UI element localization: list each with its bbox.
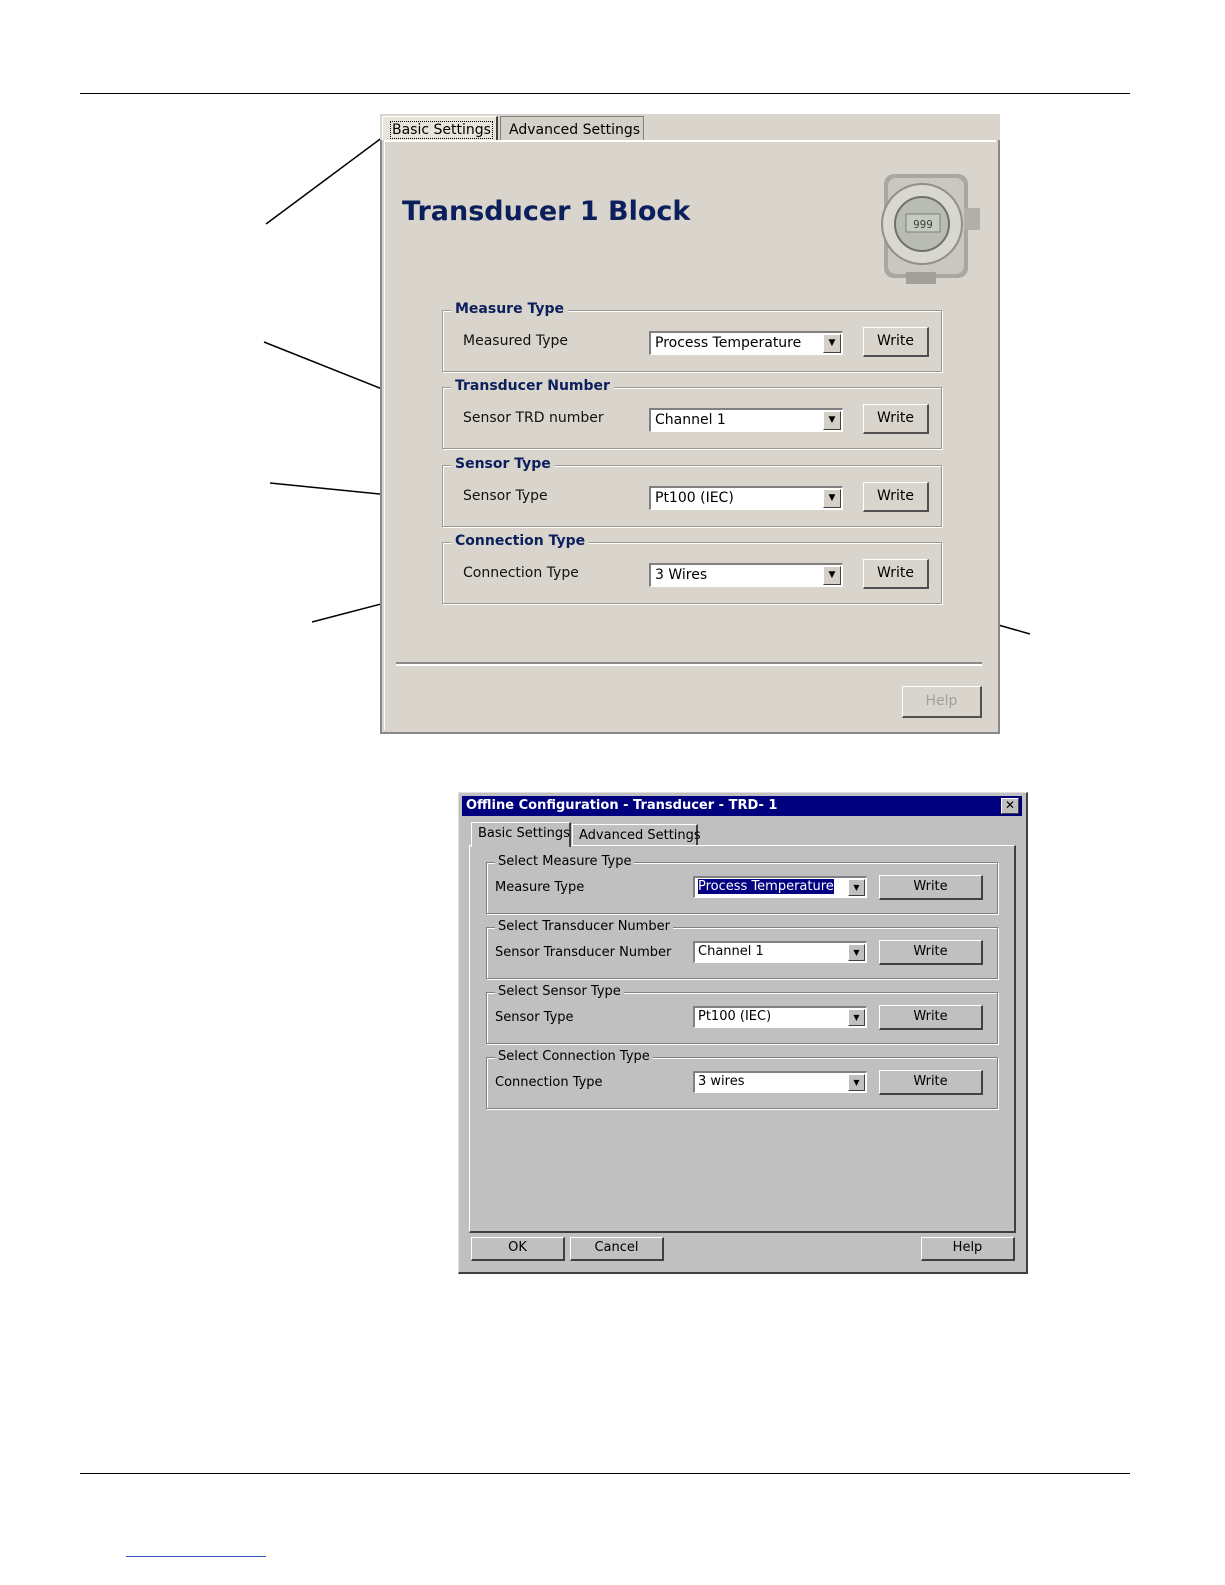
select-value: Pt100 (IEC) bbox=[655, 490, 734, 506]
group-legend: Connection Type bbox=[451, 533, 589, 549]
field-label: Connection Type bbox=[463, 565, 579, 581]
dialog-tab-advanced-settings[interactable]: Advanced Settings bbox=[572, 824, 698, 846]
group-legend: Select Measure Type bbox=[495, 854, 634, 869]
sensor-type-select[interactable] bbox=[649, 486, 843, 510]
group-transducer-number bbox=[442, 378, 942, 449]
footer-rule bbox=[80, 1473, 1130, 1474]
sensor-transducer-number-select[interactable] bbox=[693, 941, 867, 963]
connection-type-select[interactable] bbox=[649, 563, 843, 587]
dialog-group-transducer-number bbox=[486, 919, 998, 979]
chevron-down-icon[interactable]: ▼ bbox=[823, 489, 841, 508]
select-value: Channel 1 bbox=[698, 944, 764, 959]
ok-button[interactable]: OK bbox=[471, 1237, 565, 1261]
transmitter-device-image bbox=[866, 168, 986, 288]
write-sensor-type-button[interactable]: Write bbox=[863, 482, 929, 512]
chevron-down-icon[interactable]: ▼ bbox=[823, 566, 841, 585]
dialog-help-button[interactable]: Help bbox=[921, 1237, 1015, 1261]
device-display-text: 999 bbox=[913, 218, 933, 231]
transducer-block-panel bbox=[380, 114, 1000, 734]
field-label: Connection Type bbox=[495, 1075, 603, 1090]
chevron-down-icon[interactable]: ▼ bbox=[823, 411, 841, 430]
group-connection-type bbox=[442, 533, 942, 604]
field-label: Sensor Type bbox=[495, 1010, 574, 1025]
dialog-group-sensor-type bbox=[486, 984, 998, 1044]
connection-type-select[interactable] bbox=[693, 1071, 867, 1093]
field-label: Sensor Type bbox=[463, 488, 548, 504]
select-value: Process Temperature bbox=[655, 335, 802, 351]
dialog-group-measure-type bbox=[486, 854, 998, 914]
write-connection-type-button[interactable]: Write bbox=[863, 559, 929, 589]
panel-body bbox=[380, 140, 1000, 734]
measure-type-select[interactable] bbox=[693, 876, 867, 898]
select-value: Process Temperature bbox=[698, 879, 834, 894]
tab-label: Advanced Settings bbox=[509, 122, 641, 138]
close-icon[interactable]: ✕ bbox=[1001, 798, 1019, 814]
tab-advanced-settings[interactable] bbox=[500, 116, 644, 140]
separator bbox=[396, 662, 982, 666]
tab-label: Basic Settings bbox=[392, 122, 491, 138]
select-value: 3 Wires bbox=[655, 567, 708, 583]
write-measure-type-button[interactable]: Write bbox=[879, 875, 983, 900]
dialog-titlebar bbox=[462, 796, 1022, 816]
callout-line-tab bbox=[266, 137, 383, 224]
group-sensor-type bbox=[442, 456, 942, 527]
dialog-title: Offline Configuration - Transducer - TRD- 1 bbox=[466, 798, 778, 813]
offline-configuration-dialog bbox=[458, 792, 1028, 1274]
page-title: Transducer 1 Block bbox=[402, 196, 691, 227]
dialog-group-connection-type bbox=[486, 1049, 998, 1109]
write-transducer-number-button[interactable]: Write bbox=[879, 940, 983, 965]
field-label: Sensor TRD number bbox=[463, 410, 604, 426]
write-sensor-type-button[interactable]: Write bbox=[879, 1005, 983, 1030]
measured-type-select[interactable] bbox=[649, 331, 843, 355]
group-measure-type bbox=[442, 301, 942, 372]
dialog-body bbox=[469, 845, 1016, 1233]
write-connection-type-button[interactable]: Write bbox=[879, 1070, 983, 1095]
footer-link-underline bbox=[126, 1556, 266, 1557]
sensor-type-select[interactable] bbox=[693, 1006, 867, 1028]
chevron-down-icon[interactable]: ▼ bbox=[848, 879, 865, 896]
field-label: Measured Type bbox=[463, 333, 568, 349]
help-button[interactable]: Help bbox=[902, 686, 982, 718]
field-label: Sensor Transducer Number bbox=[495, 945, 672, 960]
chevron-down-icon[interactable]: ▼ bbox=[848, 1009, 865, 1026]
select-value: Channel 1 bbox=[655, 412, 726, 428]
tab-basic-settings[interactable] bbox=[382, 116, 498, 140]
group-legend: Select Connection Type bbox=[495, 1049, 653, 1064]
chevron-down-icon[interactable]: ▼ bbox=[848, 1074, 865, 1091]
group-legend: Measure Type bbox=[451, 301, 568, 317]
chevron-down-icon[interactable]: ▼ bbox=[823, 334, 841, 353]
field-label: Measure Type bbox=[495, 880, 585, 895]
chevron-down-icon[interactable]: ▼ bbox=[848, 944, 865, 961]
group-legend: Select Transducer Number bbox=[495, 919, 673, 934]
group-legend: Transducer Number bbox=[451, 378, 614, 394]
select-value: Pt100 (IEC) bbox=[698, 1009, 772, 1024]
group-legend: Select Sensor Type bbox=[495, 984, 624, 999]
select-value: 3 wires bbox=[698, 1074, 745, 1089]
dialog-tab-basic-settings[interactable]: Basic Settings bbox=[471, 822, 571, 847]
sensor-trd-number-select[interactable] bbox=[649, 408, 843, 432]
cancel-button[interactable]: Cancel bbox=[570, 1237, 664, 1261]
write-measure-type-button[interactable]: Write bbox=[863, 327, 929, 357]
write-transducer-number-button[interactable]: Write bbox=[863, 404, 929, 434]
group-legend: Sensor Type bbox=[451, 456, 555, 472]
